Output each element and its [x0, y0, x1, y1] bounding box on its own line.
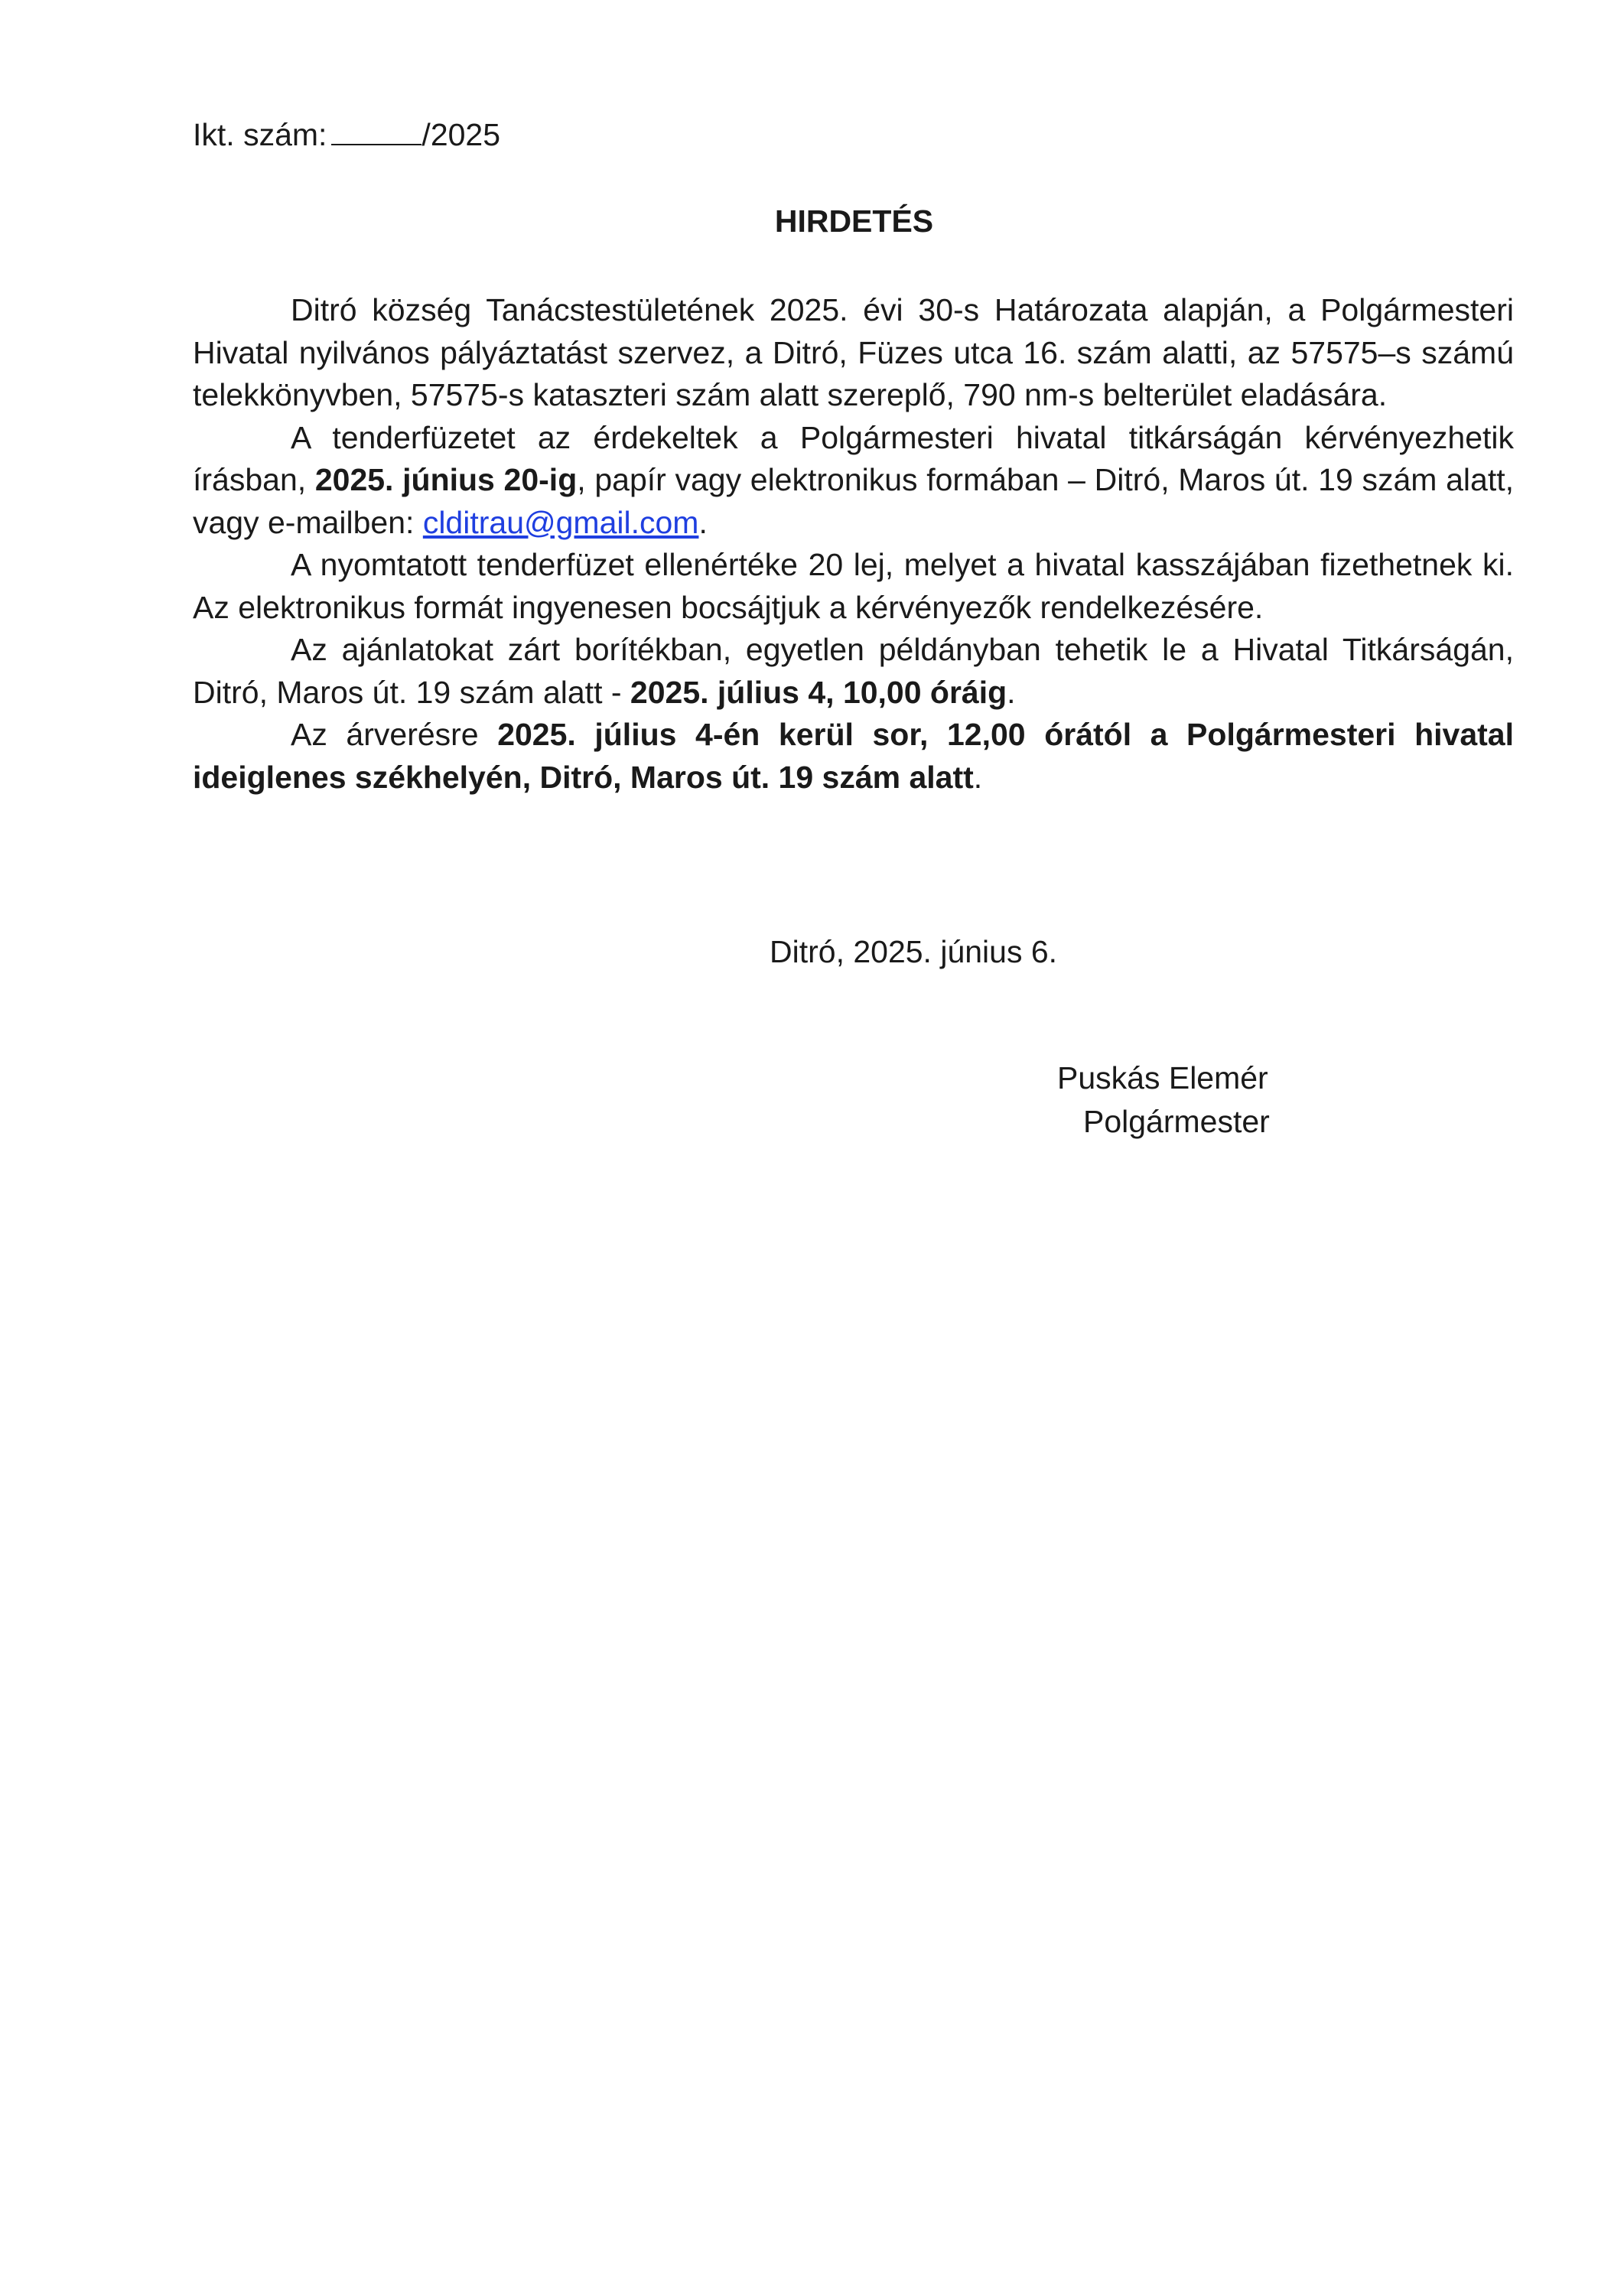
- paragraph-4-deadline: 2025. július 4, 10,00 óráig: [630, 674, 1007, 710]
- paragraph-2-deadline: 2025. június 20-ig: [314, 462, 578, 497]
- paragraph-5: [193, 714, 1514, 799]
- paragraph-5-auction-details: 2025. július 4-én kerül sor, 12,00 órától a Polgármesteri hivatal ideiglenes székhelyén, Ditró, Maros út. 19 szám alatt: [193, 717, 1514, 795]
- paragraph-5-text-after: .: [973, 759, 983, 795]
- paragraph-3: [193, 544, 1514, 629]
- registration-label: Ikt. szám:: [193, 117, 327, 152]
- paragraph-4-text-after: .: [1007, 674, 1016, 710]
- paragraph-2-text-middle: , papír vagy elektronikus formában – Ditró, Maros út. 19 szám alatt, vagy e-mailben:: [193, 462, 1514, 540]
- paragraph-3-text: A nyomtatott tenderfüzet ellenértéke 20 lej, melyet a hivatal kasszájában fizethetnek ki. Az elektronikus formát ingyenesen bocsájtjuk a kérvényezők rendelkezésére.: [193, 547, 1514, 625]
- place-and-date: Ditró, 2025. június 6.: [770, 934, 1058, 969]
- registration-blank-line: [331, 118, 421, 145]
- paragraph-2: [193, 417, 1514, 545]
- paragraph-1: [193, 289, 1514, 417]
- registration-suffix: /2025: [421, 117, 501, 152]
- signatory-name: Puskás Elemér: [1057, 1060, 1268, 1095]
- document-body: [193, 289, 1514, 799]
- paragraph-4-text-before: Az ajánlatokat zárt borítékban, egyetlen példányban tehetik le a Hivatal Titkárságán, Ditró, Maros út. 19 szám alatt -: [193, 632, 1514, 710]
- paragraph-2-text-after: .: [698, 504, 708, 540]
- paragraph-5-text-before: Az árverésre: [291, 717, 498, 752]
- paragraph-1-text: Ditró község Tanácstestületének 2025. évi 30-s Határozata alapján, a Polgármesteri Hivatal nyilvános pályáztatást szervez, a Ditró, Füzes utca 16. szám alatti, az 57575–s számú telekkönyvben, 57575-s kataszteri szám alatt szereplő, 790 nm-s belterület eladására.: [193, 292, 1514, 412]
- paragraph-4: [193, 629, 1514, 714]
- email-link[interactable]: clditrau@gmail.com: [422, 504, 699, 540]
- document-title: HIRDETÉS: [774, 203, 934, 239]
- signatory-title: Polgármester: [1083, 1104, 1270, 1139]
- registration-number: [193, 115, 500, 155]
- paragraph-2-text-before: A tenderfüzetet az érdekeltek a Polgármesteri hivatal titkárságán kérvényezhetik írásban,: [193, 419, 1514, 497]
